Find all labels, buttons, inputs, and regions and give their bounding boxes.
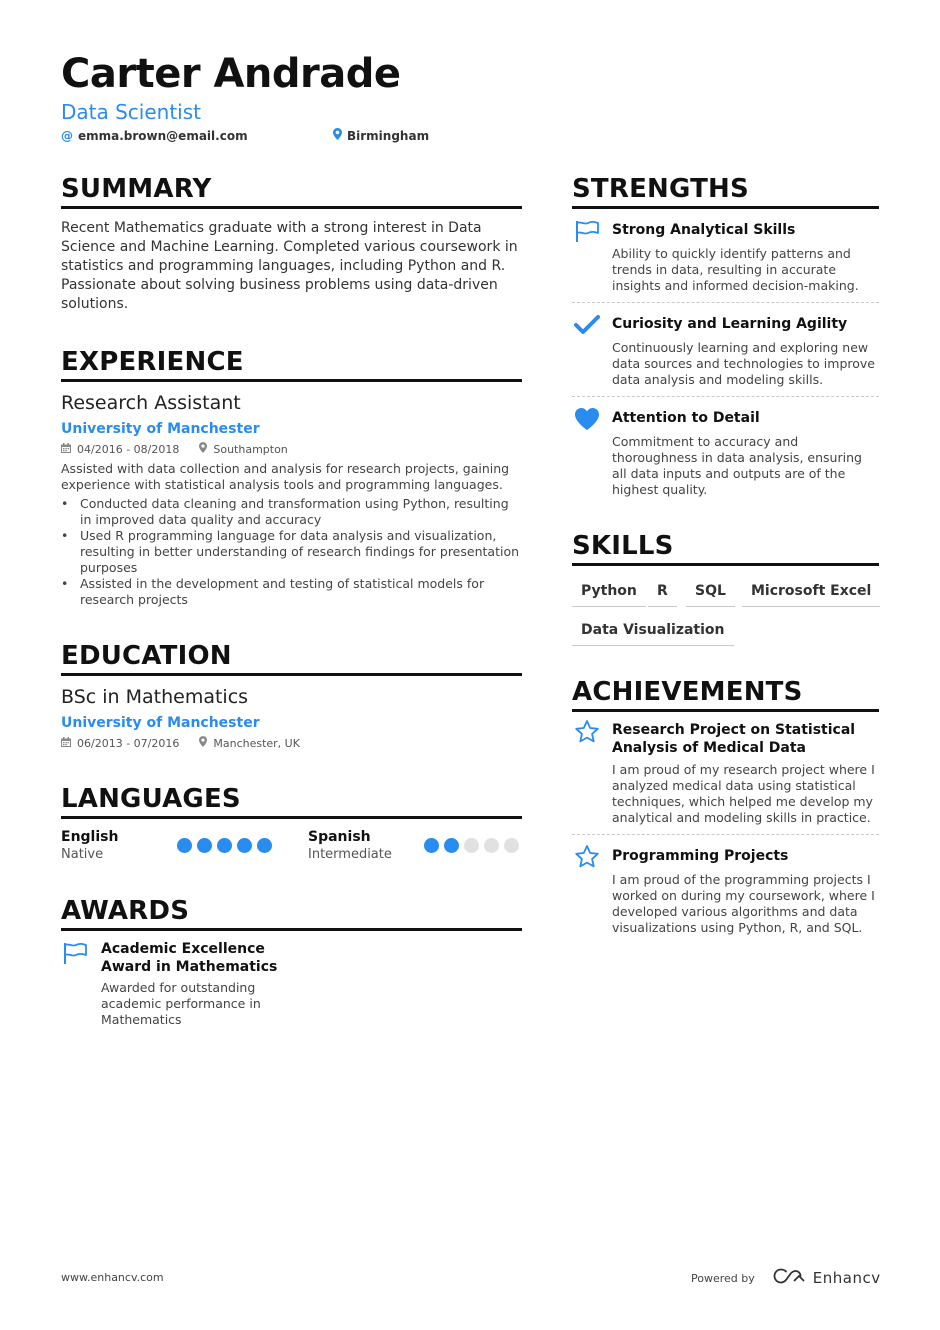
education-school: University of Manchester [61, 715, 260, 731]
job-company: University of Manchester [61, 421, 260, 437]
education-title: EDUCATION [61, 641, 232, 671]
footer-branding [691, 1268, 881, 1288]
languages-divider [61, 816, 522, 819]
calendar-icon [61, 443, 71, 457]
awards-divider [61, 928, 522, 931]
strength-separator [572, 396, 879, 397]
flag-icon [574, 218, 600, 244]
candidate-name: Carter Andrade [61, 51, 401, 97]
experience-title: EXPERIENCE [61, 347, 244, 377]
job-dates: 04/2016 - 08/2018 [77, 442, 180, 456]
powered-by-label: Powered by [691, 1271, 755, 1285]
rating-dot [237, 838, 252, 853]
experience-divider [61, 379, 522, 382]
location-pin-icon [199, 442, 207, 457]
brand-name: Enhancv [812, 1269, 881, 1287]
rating-dot [217, 838, 232, 853]
contact-location [333, 128, 429, 144]
rating-dot [464, 838, 479, 853]
rating-dot [257, 838, 272, 853]
summary-title: SUMMARY [61, 174, 212, 204]
language-name: Spanish [308, 829, 371, 845]
rating-dot [424, 838, 439, 853]
skill-tag: Python [572, 582, 646, 607]
achievement-title: Programming Projects [612, 848, 789, 864]
language-name: English [61, 829, 119, 845]
rating-dot [197, 838, 212, 853]
checkmark-icon [574, 312, 600, 338]
strengths-title: STRENGTHS [572, 174, 749, 204]
rating-dot [444, 838, 459, 853]
rating-dot [484, 838, 499, 853]
location-text: Birmingham [347, 129, 430, 143]
summary-divider [61, 206, 522, 209]
candidate-role: Data Scientist [61, 100, 201, 124]
achievement-description: I am proud of my research project where I analyzed medical data using statistical techniques, which helped me develop my analytical and modeling skills in practice. [612, 762, 875, 825]
language-level: Native [61, 847, 104, 862]
location-pin-icon [199, 736, 207, 751]
award-title: Academic Excellence Award in Mathematics [101, 941, 278, 975]
skill-tag: Data Visualization [572, 621, 734, 646]
strength-description: Ability to quickly identify patterns and trends in data, resulting in accurate insights and informed decision-making. [612, 246, 859, 293]
achievements-title: ACHIEVEMENTS [572, 677, 803, 707]
contact-email[interactable] [61, 128, 248, 144]
strength-separator [572, 302, 879, 303]
strength-title: Attention to Detail [612, 410, 760, 426]
brand-logo[interactable] [773, 1268, 881, 1288]
award-description: Awarded for outstanding academic performance in Mathematics [101, 980, 261, 1027]
calendar-icon [61, 737, 71, 751]
skills-divider [572, 563, 879, 566]
location-pin-icon [333, 128, 342, 144]
footer-website[interactable]: www.enhancv.com [61, 1271, 164, 1284]
rating-dot [504, 838, 519, 853]
job-description: Assisted with data collection and analysis for research projects, gaining experience with statistical analysis tools and programming languages. [61, 461, 510, 492]
education-location: Manchester, UK [213, 736, 300, 750]
skill-tag: R [648, 582, 677, 607]
language-rating [177, 838, 272, 853]
flag-icon [62, 940, 88, 966]
language-rating [424, 838, 519, 853]
rating-dot [177, 838, 192, 853]
education-divider [61, 673, 522, 676]
strength-description: Continuously learning and exploring new data sources and technologies to improve data analysis and modeling skills. [612, 340, 875, 387]
strength-title: Curiosity and Learning Agility [612, 316, 848, 332]
achievement-title: Research Project on Statistical Analysis of Medical Data [612, 722, 856, 756]
achievements-divider [572, 709, 879, 712]
skills-title: SKILLS [572, 531, 674, 561]
job-meta [61, 442, 288, 457]
language-level: Intermediate [308, 847, 392, 862]
list-item: • Conducted data cleaning and transformation using Python, resulting in improved data quality and accuracy [61, 496, 519, 528]
education-dates: 06/2013 - 07/2016 [77, 736, 180, 750]
job-bullets [61, 496, 519, 608]
languages-title: LANGUAGES [61, 784, 241, 814]
at-icon: @ [61, 129, 73, 143]
star-icon [574, 719, 600, 745]
enhancv-logo-icon [773, 1268, 805, 1288]
education-meta [61, 736, 300, 751]
degree-title: BSc in Mathematics [61, 686, 249, 708]
job-title: Research Assistant [61, 392, 241, 414]
skill-tag: SQL [686, 582, 735, 607]
strength-description: Commitment to accuracy and thoroughness in data analysis, ensuring all data inputs and outputs are of the highest quality. [612, 434, 862, 497]
strengths-divider [572, 206, 879, 209]
achievement-description: I am proud of the programming projects I worked on during my coursework, where I developed various algorithms and data visualizations using Python, R, and SQL. [612, 872, 875, 935]
heart-icon [574, 406, 600, 432]
strength-title: Strong Analytical Skills [612, 222, 796, 238]
list-item: • Assisted in the development and testing of statistical models for research projects [61, 576, 519, 608]
job-location: Southampton [213, 442, 288, 456]
summary-text: Recent Mathematics graduate with a strong interest in Data Science and Machine Learning. Completed various coursework in statistics and programming languages, including Python and R. Passionate about solving business problems using data-driven solutions. [61, 220, 518, 312]
awards-title: AWARDS [61, 896, 190, 926]
skill-tag: Microsoft Excel [742, 582, 880, 607]
star-icon [574, 844, 600, 870]
email-text: emma.brown@email.com [78, 129, 248, 143]
list-item: • Used R programming language for data analysis and visualization, resulting in better understanding of research findings for presentation purposes [61, 528, 519, 576]
achievement-separator [572, 834, 879, 835]
